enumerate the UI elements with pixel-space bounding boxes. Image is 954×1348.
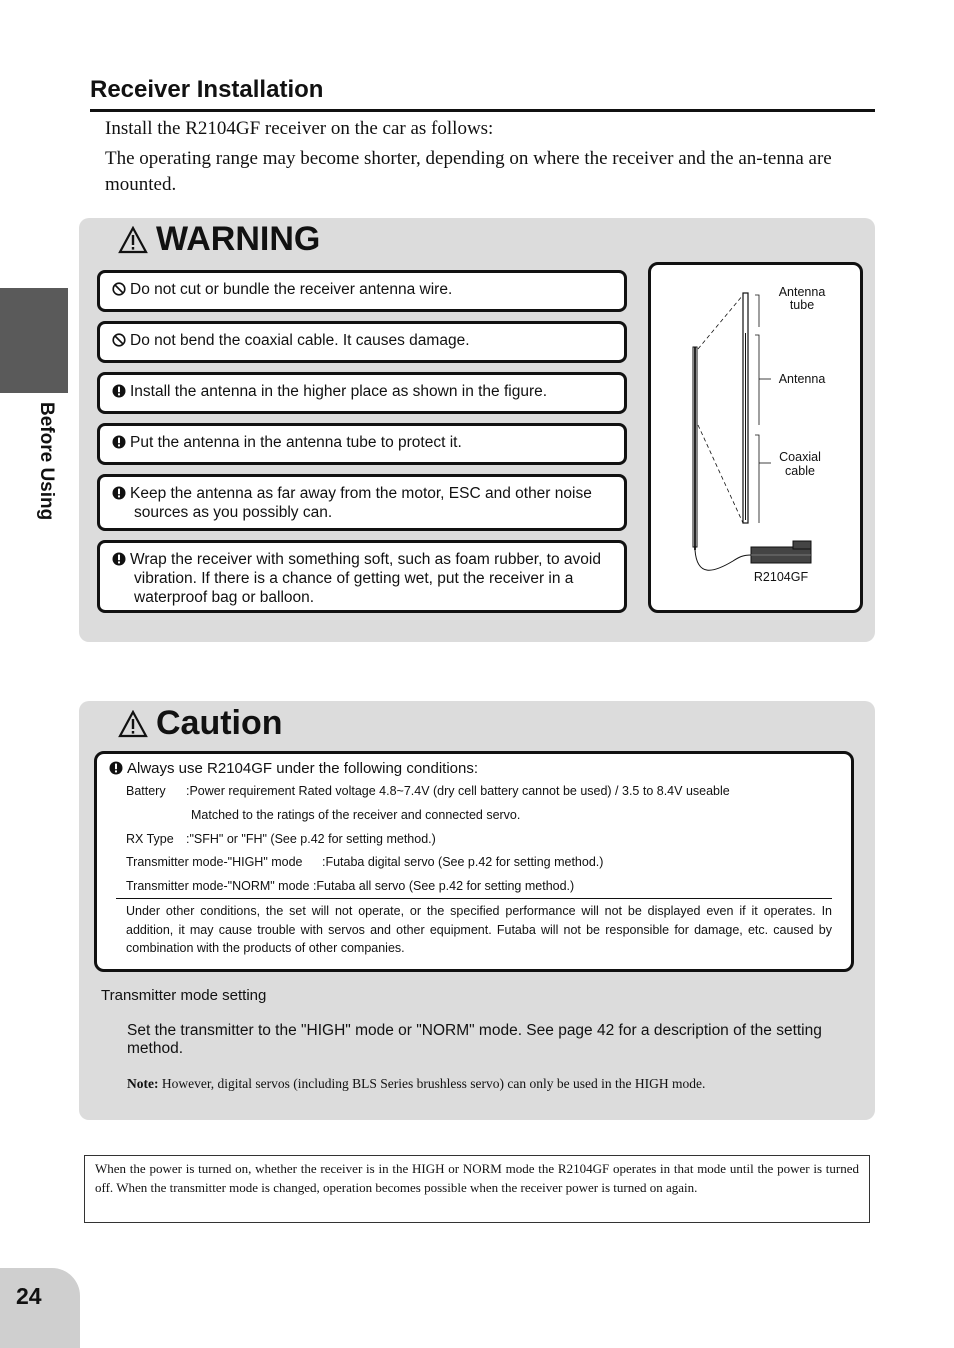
warning-item-2: Do not bend the coaxial cable. It causes damage. xyxy=(97,321,627,363)
warning-item-1: Do not cut or bundle the receiver antenna wire. xyxy=(97,270,627,312)
warning-triangle-icon xyxy=(118,226,148,254)
title-rule xyxy=(90,109,875,112)
antenna-figure xyxy=(648,262,863,613)
power-mode-footnote: When the power is turned on, whether the receiver is in the HIGH or NORM mode the R2104GF operates in that mode until the power is turned off. When the transmitter mode is changed, operation becomes possible when the receiver power is turned on again. xyxy=(84,1155,870,1223)
other-conditions-text: Under other conditions, the set will not operate, or the specified performance will not be displayed even if it operates. In addition, it may cause trouble with servos and other equipment. Futaba will not be responsible for damage, etc. caused by combination with the products of other companies. xyxy=(126,904,832,955)
norm-mode-row: Transmitter mode-"NORM" mode :Futaba all servo (See p.42 for setting method.) xyxy=(126,879,575,893)
mandatory-icon xyxy=(112,435,126,449)
prohibited-icon xyxy=(112,333,126,347)
prohibited-icon xyxy=(112,282,126,296)
section-title: Receiver Installation xyxy=(90,76,324,103)
mode-setting-title: Transmitter mode setting xyxy=(101,987,267,1004)
coaxial-cable-label: Coaxial cable xyxy=(779,450,821,478)
mandatory-icon xyxy=(109,761,123,775)
note: Note: However, digital servos (including BLS Series brushless servo) can only be used in the HIGH mode. xyxy=(127,1076,706,1091)
mandatory-icon xyxy=(112,552,126,566)
warning-item-6: Wrap the receiver with something soft, such as foam rubber, to avoid vibration. If there is a chance of getting wet, put the receiver in a waterproof bag or balloon. xyxy=(97,540,627,613)
antenna-label: Antenna xyxy=(778,372,826,386)
warning-heading: WARNING xyxy=(118,220,320,259)
high-mode-row: Transmitter mode-"HIGH" mode :Futaba digital servo (See p.42 for setting method.) xyxy=(126,855,604,869)
side-tab xyxy=(0,288,68,393)
side-tab-label: Before Using xyxy=(36,402,57,521)
mode-setting-text: Set the transmitter to the "HIGH" mode or "NORM" mode. See page 42 for a description of the setting method. xyxy=(127,1022,822,1057)
caution-divider xyxy=(116,898,832,899)
caution-triangle-icon xyxy=(118,710,148,738)
warning-item-5: Keep the antenna as far away from the motor, ESC and other noise sources as you possibly can. xyxy=(97,474,627,531)
mandatory-icon xyxy=(112,384,126,398)
caution-lead: Always use R2104GF under the following conditions: xyxy=(109,760,478,777)
page-number: 24 xyxy=(16,1283,42,1309)
battery-row: Battery :Power requirement Rated voltage 4.8~7.4V (dry cell battery cannot be used) / 3.5 to 8.4V useable xyxy=(126,784,730,798)
antenna-tube-label: Antenna tube xyxy=(778,285,826,312)
mandatory-icon xyxy=(112,486,126,500)
antenna-diagram xyxy=(651,265,860,610)
rx-type-row: RX Type :"SFH" or "FH" (See p.42 for setting method.) xyxy=(126,832,436,846)
intro-line-2: The operating range may become shorter, depending on where the receiver and the an-tenna are mounted. xyxy=(105,148,832,195)
warning-item-4: Put the antenna in the antenna tube to protect it. xyxy=(97,423,627,465)
caution-heading: Caution xyxy=(118,704,283,743)
intro-line-1: Install the R2104GF receiver on the car as follows: xyxy=(105,118,494,139)
battery-row-2: Matched to the ratings of the receiver and connected servo. xyxy=(191,808,521,822)
receiver-label: R2104GF xyxy=(753,570,809,584)
warning-item-3: Install the antenna in the higher place as shown in the figure. xyxy=(97,372,627,414)
